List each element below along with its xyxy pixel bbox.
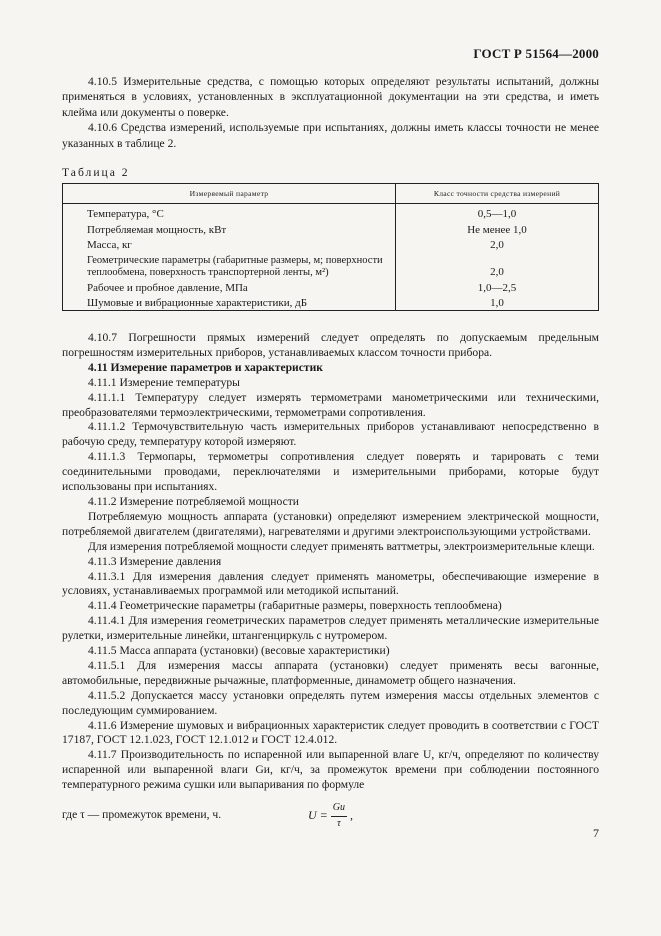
paragraph-4-11-1: 4.11.1 Измерение температуры — [88, 375, 240, 389]
table-row — [63, 295, 599, 311]
paragraph-4-11-2-b: Для измерения потребляемой мощности следует применять ваттметры, электроизмерительные клещи. — [88, 539, 595, 553]
table-row — [63, 237, 599, 253]
intro-section — [62, 74, 599, 151]
paragraph-4-10-7: 4.10.7 Погрешности прямых измерений следует определять по допускаемым предельным погрешностям измерительных приборов, устанавливаемых классом точности прибора. — [62, 331, 599, 359]
page-number: 7 — [593, 826, 599, 840]
table-cell-accuracy: 0,5—1,0 — [396, 204, 599, 222]
table-cell-parameter: Рабочее и пробное давление, МПа — [63, 279, 396, 295]
table-cell-parameter: Геометрические параметры (габаритные размеры, м; поверхности теплообмена, поверхность транспортерной ленты, м²) — [63, 252, 396, 279]
paragraph-4-11-3-1: 4.11.3.1 Для измерения давления следует применять манометры, обеспечивающие измерение в условиях, устанавливаемых программой или методикой испытаний. — [62, 569, 599, 598]
main-section — [62, 331, 599, 843]
table-row — [63, 204, 599, 222]
formula-numerator: Gи — [331, 801, 347, 817]
section-heading-4-11: 4.11 Измерение параметров и характеристик — [88, 360, 323, 374]
paragraph-4-11-5: 4.11.5 Масса аппарата (установки) (весовые характеристики) — [88, 644, 390, 658]
formula-denominator: τ — [337, 818, 341, 829]
paragraph-4-11-1-3: 4.11.1.3 Термопары, термометры сопротивления следует поверять и тарировать с теми соединительными проводами, переключателями и измерительными приборами, которые будут использованы при испытаниях. — [62, 450, 599, 494]
table-cell-parameter: Шумовые и вибрационные характеристики, дБ — [63, 295, 396, 311]
paragraph-4-10-6: 4.10.6 Средства измерений, используемые при испытаниях, должны иметь классы точности не менее указанных в таблице 2. — [62, 121, 599, 150]
table-cell-accuracy: 2,0 — [396, 237, 599, 253]
paragraph-4-11-6: 4.11.6 Измерение шумовых и вибрационных характеристик следует проводить в соответствии с ГОСТ 17187, ГОСТ 12.1.023, ГОСТ 12.1.012 и ГОСТ 12.4.012. — [62, 718, 599, 747]
table-cell-parameter: Температура, °С — [63, 204, 396, 222]
table-cell-accuracy: 1,0 — [396, 295, 599, 311]
formula-tail: , — [350, 808, 353, 823]
table-cell-parameter: Масса, кг — [63, 237, 396, 253]
table-header-accuracy: Класс точности средства измерений — [396, 184, 599, 204]
table-header-parameter: Измеряемый параметр — [63, 184, 396, 204]
paragraph-4-11-2-a: Потребляемую мощность аппарата (установки) определяют измерением электрической мощности, потребляемой двигателем (двигателями), нагревателями и другими электроиспользующими устройствами. — [62, 509, 599, 538]
paragraph-4-11-7: 4.11.7 Производительность по испаренной или выпаренной влаге U, кг/ч, определяют по количеству испаренной или выпаренной влаги Gи, кг/ч, за промежуток времени при соблюдении постоянного температурного режима сушки или выпаривания по формуле — [62, 748, 599, 792]
table-row — [63, 252, 599, 279]
paragraph-4-11-3: 4.11.3 Измерение давления — [88, 554, 222, 568]
paragraph-4-11-2: 4.11.2 Измерение потребляемой мощности — [88, 494, 299, 508]
table-cell-accuracy: 2,0 — [396, 252, 599, 279]
formula-lhs: U = — [308, 808, 328, 823]
table-row — [63, 279, 599, 295]
paragraph-4-11-1-2: 4.11.1.2 Термочувствительную часть измерительных приборов устанавливают непосредственно в рабочую среду, температуру которой измеряют. — [62, 420, 599, 449]
paragraph-4-11-5-1: 4.11.5.1 Для измерения массы аппарата (установки) следует применять весы вагонные, автомобильные, передвижные рычажные, платформенные, динамометр общего назначения. — [62, 658, 599, 687]
table-row — [63, 221, 599, 237]
formula-legend: где τ — промежуток времени, ч. — [62, 808, 222, 821]
table-cell-parameter: Потребляемая мощность, кВт — [63, 221, 396, 237]
paragraph-4-11-4-1: 4.11.4.1 Для измерения геометрических параметров следует применять металлические измерительные рулетки, измерительные линейки, штангенциркуль с нутромером. — [62, 614, 599, 643]
table-title: Таблица 2 — [62, 166, 130, 179]
paragraph-4-10-5: 4.10.5 Измерительные средства, с помощью которых определяют результаты испытаний, должны применяться в условиях, установленных в эксплуатационной документации на эти средства, и иметь клейма или документы о поверке. — [62, 75, 599, 119]
paragraph-4-11-5-2: 4.11.5.2 Допускается массу установки определять путем измерения массы отдельных элементов с последующим суммированием. — [62, 688, 599, 717]
paragraph-4-11-4: 4.11.4 Геометрические параметры (габаритные размеры, поверхность теплообмена) — [88, 599, 502, 613]
parameters-table — [62, 183, 599, 311]
paragraph-4-11-1-1: 4.11.1.1 Температуру следует измерять термометрами манометрическими или техническими, преобразователями термоэлектрическими, термометрами сопротивления. — [62, 390, 599, 419]
table-cell-accuracy: Не менее 1,0 — [396, 221, 599, 237]
table-cell-accuracy: 1,0—2,5 — [396, 279, 599, 295]
formula-fraction — [331, 801, 347, 832]
document-code: ГОСТ Р 51564—2000 — [473, 46, 599, 61]
